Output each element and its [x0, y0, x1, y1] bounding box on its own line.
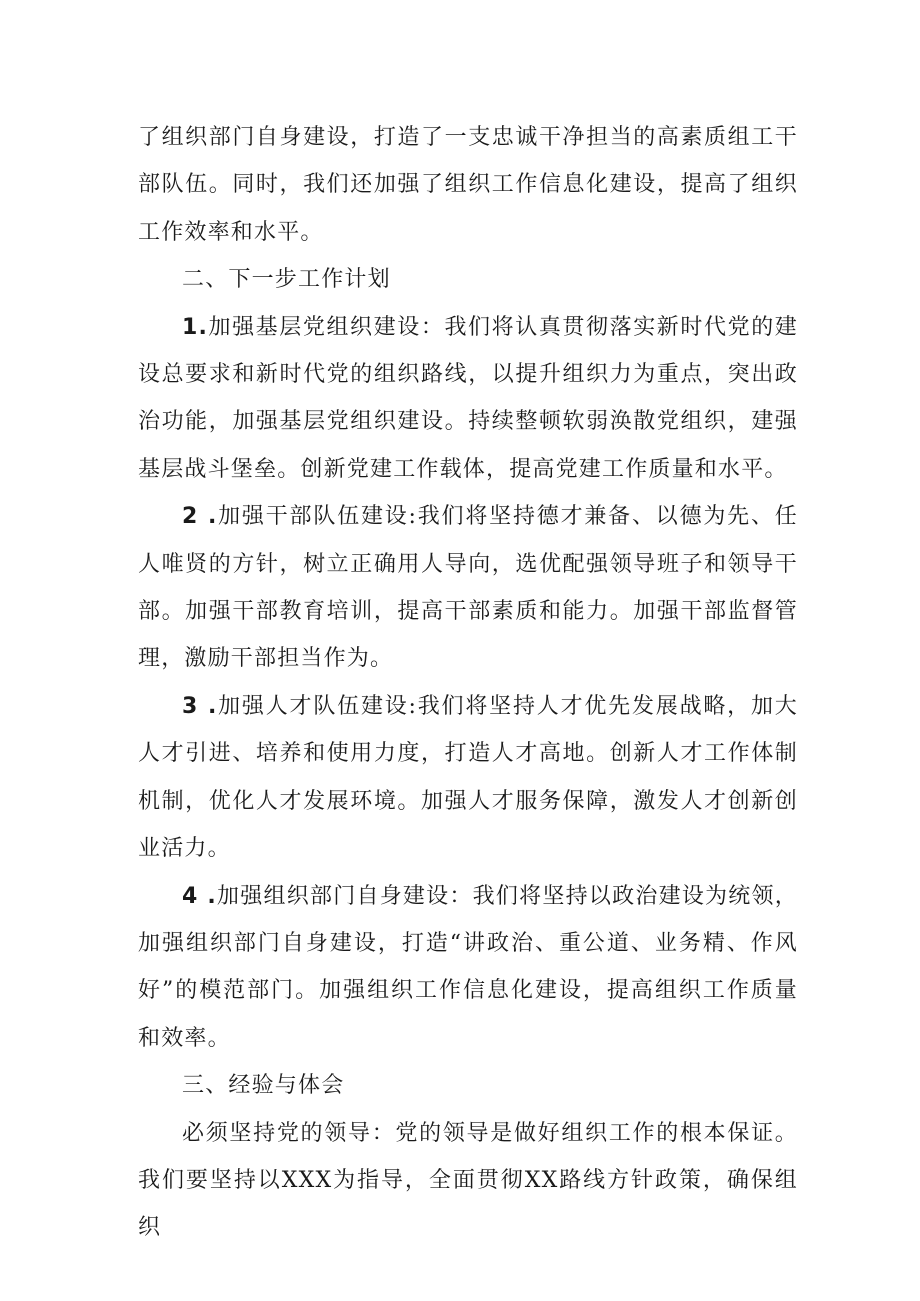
document-body	[138, 114, 798, 1252]
paragraph-plan-4	[138, 873, 798, 1063]
paragraph-plan-2	[138, 493, 798, 683]
plan-1-number: 1.	[182, 314, 209, 340]
paragraph-plan-1	[138, 304, 798, 494]
paragraph-intro-continuation: 了组织部门自身建设，打造了一支忠诚干净担当的高素质组工干部队伍。同时，我们还加强了组织工作信息化建设，提高了组织工作效率和水平。	[138, 125, 798, 245]
paragraph-experience-1: 必须坚持党的领导：党的领导是做好组织工作的根本保证。我们要坚持以XXX为指导，全面贯彻XX路线方针政策，确保组织	[138, 1120, 798, 1241]
section-heading-experience: 三、经验与体会	[182, 1073, 345, 1099]
plan-2-text: 加强干部队伍建设:我们将坚持德才兼备、以德为先、任人唯贤的方针，树立正确用人导向，选优配强领导班子和领导干部。加强干部教育培训，提高干部素质和能力。加强干部监督管理，激励干部担当作为。	[138, 504, 798, 672]
plan-3-number: 3 .	[182, 693, 218, 719]
section-heading-next-steps: 二、下一步工作计划	[182, 267, 391, 293]
plan-4-number: 4 .	[182, 883, 217, 909]
plan-2-number: 2 .	[182, 504, 218, 530]
plan-1-text: 加强基层党组织建设：我们将认真贯彻落实新时代党的建设总要求和新时代党的组织路线，以提升组织力为重点，突出政治功能，加强基层党组织建设。持续整顿软弱涣散党组织，建强基层战斗堡垒。创新党建工作载体，提高党建工作质量和水平。	[138, 314, 798, 482]
paragraph-plan-3	[138, 683, 798, 873]
plan-4-text: 加强组织部门自身建设：我们将坚持以政治建设为统领，加强组织部门自身建设，打造“讲政治、重公道、业务精、作风好”的模范部门。加强组织工作信息化建设，提高组织工作质量和效率。	[138, 883, 798, 1051]
plan-3-text: 加强人才队伍建设:我们将坚持人才优先发展战略，加大人才引进、培养和使用力度，打造人才高地。创新人才工作体制机制，优化人才发展环境。加强人才服务保障，激发人才创新创业活力。	[138, 693, 798, 862]
